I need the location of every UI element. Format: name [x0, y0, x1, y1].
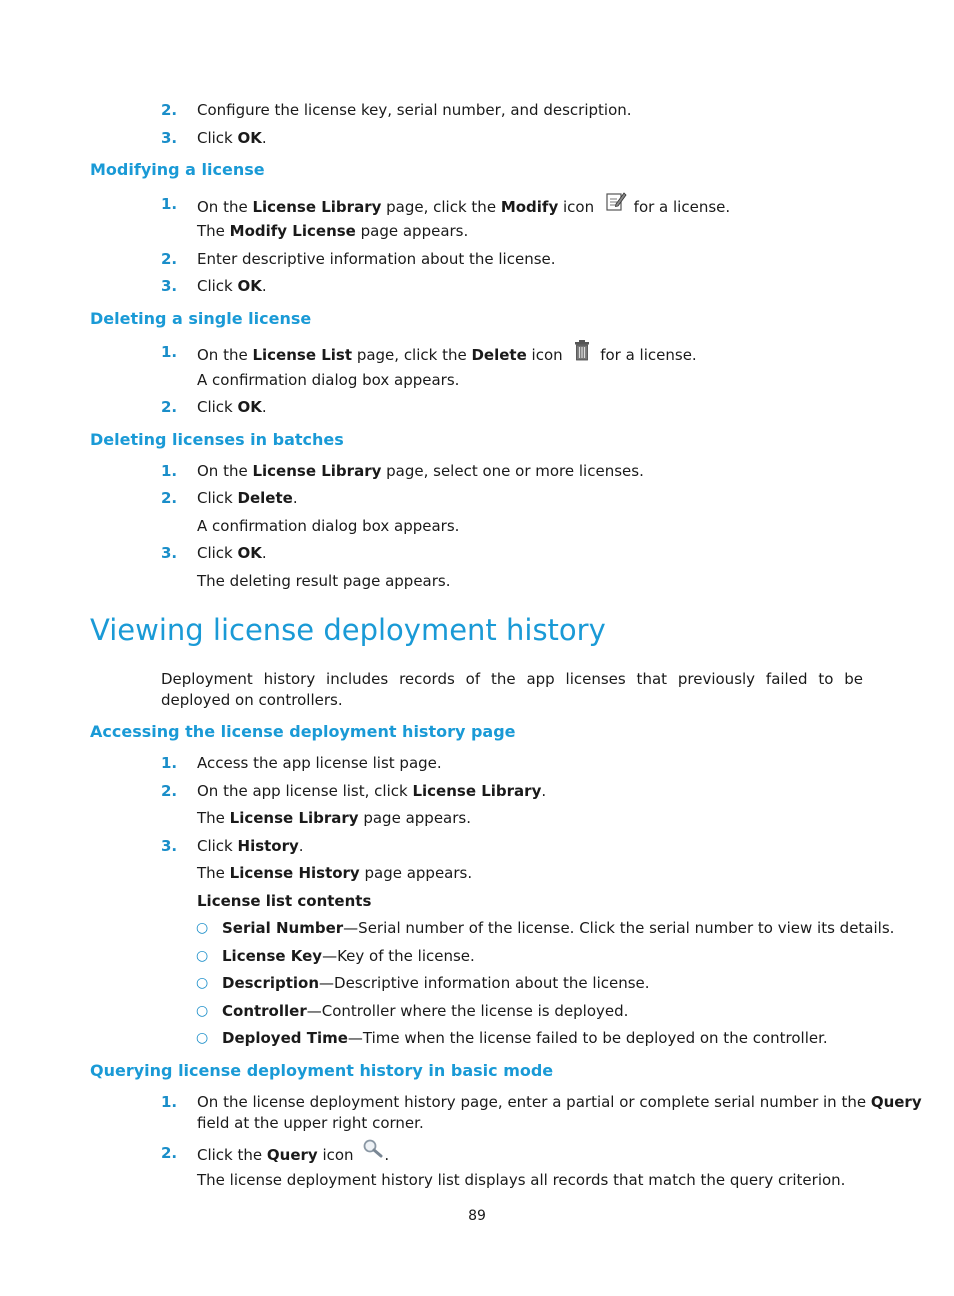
step-text: Click History.: [197, 837, 304, 855]
intro-paragraph: Deployment history includes records of the app licenses that previously failed to be deployed on controllers.: [161, 670, 863, 709]
step-number: 3.: [161, 277, 178, 295]
trash-icon: [573, 339, 591, 366]
step-note: A confirmation dialog box appears.: [197, 371, 460, 389]
step-note: The License Library page appears.: [197, 809, 471, 827]
step-number: 1.: [161, 462, 178, 480]
section-heading-delete-single: Deleting a single license: [90, 309, 312, 328]
step-number: 2.: [161, 398, 178, 416]
step-number: 2.: [161, 489, 178, 507]
step-text: Configure the license key, serial number, and description.: [197, 101, 632, 119]
bullet-icon: ○: [196, 920, 209, 936]
bullet-icon: ○: [196, 1003, 209, 1019]
step-number: 3.: [161, 544, 178, 562]
step-text: On the License Library page, select one or more licenses.: [197, 462, 644, 480]
edit-icon: [605, 190, 627, 217]
step-text: On the license deployment history page, enter a partial or complete serial number in the Query: [197, 1093, 922, 1111]
bullet-icon: ○: [196, 948, 209, 964]
step-text: On the app license list, click License Library.: [197, 782, 547, 800]
step-number: 1.: [161, 1093, 178, 1111]
section-heading-delete-batch: Deleting licenses in batches: [90, 430, 344, 449]
step-text: Click OK.: [197, 129, 267, 147]
step-text-continued: field at the upper right corner.: [197, 1114, 424, 1132]
list-item: Controller—Controller where the license is deployed.: [222, 1002, 629, 1020]
bullet-icon: ○: [196, 975, 209, 991]
step-number: 1.: [161, 343, 178, 361]
step-number: 3.: [161, 837, 178, 855]
list-item: Deployed Time—Time when the license failed to be deployed on the controller.: [222, 1029, 828, 1047]
step-number: 1.: [161, 195, 178, 213]
step-text: Click Delete.: [197, 489, 298, 507]
section-heading-modify: Modifying a license: [90, 160, 265, 179]
chapter-title: Viewing license deployment history: [90, 613, 606, 647]
step-text: Click OK.: [197, 544, 267, 562]
section-heading-access: Accessing the license deployment history page: [90, 722, 516, 741]
list-contents-title: License list contents: [197, 892, 372, 910]
step-number: 2.: [161, 250, 178, 268]
magnifier-icon: [362, 1138, 384, 1163]
step-number: 2.: [161, 101, 178, 119]
step-number: 3.: [161, 129, 178, 147]
step-text: On the License Library page, click the Modify icon for a license.: [197, 194, 730, 221]
step-text: On the License List page, click the Delete icon for a license.: [197, 342, 697, 369]
step-note: The Modify License page appears.: [197, 222, 469, 240]
list-item: License Key—Key of the license.: [222, 947, 475, 965]
page-number: 89: [468, 1208, 486, 1224]
list-item: Description—Descriptive information about the license.: [222, 974, 650, 992]
list-item: Serial Number—Serial number of the license. Click the serial number to view its details.: [222, 919, 895, 937]
step-text: Enter descriptive information about the license.: [197, 250, 556, 268]
step-number: 2.: [161, 1144, 178, 1162]
step-note: The deleting result page appears.: [197, 572, 451, 590]
bullet-icon: ○: [196, 1030, 209, 1046]
step-number: 2.: [161, 782, 178, 800]
step-text: Click the Query icon .: [197, 1143, 389, 1168]
step-note: A confirmation dialog box appears.: [197, 517, 460, 535]
step-text: Access the app license list page.: [197, 754, 442, 772]
section-heading-query: Querying license deployment history in basic mode: [90, 1061, 554, 1080]
step-note: The License History page appears.: [197, 864, 473, 882]
step-note: The license deployment history list displays all records that match the query criterion.: [197, 1171, 846, 1189]
step-text: Click OK.: [197, 398, 267, 416]
step-text: Click OK.: [197, 277, 267, 295]
step-number: 1.: [161, 754, 178, 772]
